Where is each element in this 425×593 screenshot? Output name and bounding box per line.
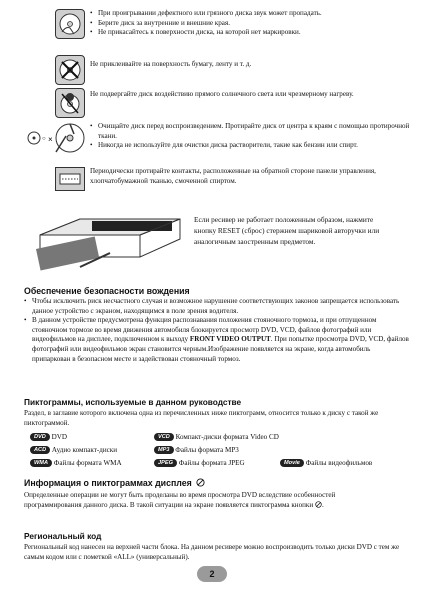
reset-text: Если ресивер не работает положенным образом, нажмите кнопку RESET (сброс) стержнем шариковой авторучки или аналогичным заостренным предметом. <box>194 215 380 246</box>
driving-safety-title: Обеспечение безопасности вождения <box>24 286 190 296</box>
jpeg-badge: JPEG <box>154 459 177 467</box>
page-number: 2 <box>197 566 227 582</box>
driving-safety-list <box>24 297 410 364</box>
list-item: • Очищайте диск перед воспроизведением. Протирайте диск от центра к краям с помощью протирочной ткани. <box>90 122 420 141</box>
list-item: • Не прикасайтесь к поверхности диска, на которой нет маркировки. <box>90 28 420 38</box>
contacts-text: Периодически протирайте контакты, расположенные на обратной стороне панели управления, хлопчатобумажной тканью, смоченной спиртом. <box>90 167 376 185</box>
wipe-disc-icon <box>26 118 88 156</box>
disc-caution-list <box>90 9 420 38</box>
prohibited-icon <box>315 501 322 508</box>
cleaning-list <box>90 122 420 151</box>
svg-text:○: ○ <box>42 136 46 142</box>
legend-jpeg: JPEG Файлы формата JPEG <box>154 458 245 468</box>
movie-badge: Movie <box>280 459 304 467</box>
disc-hand-icon <box>55 9 85 39</box>
no-paper-text: Не приклеивайте на поверхность бумагу, ленту и т. д. <box>90 60 252 68</box>
panel-contacts-icon <box>55 167 85 191</box>
legend-movie: Movie Файлы видеофильмов <box>280 458 372 468</box>
display-icons-title: Информация о пиктограммах дисплея <box>24 478 205 488</box>
sun-warning-text: Не подвергайте диск воздействию прямого солнечного света или чрезмерному нагреву. <box>90 90 354 98</box>
no-sun-icon <box>55 88 85 118</box>
legend-acd: ACD Аудио компакт-диски <box>30 445 117 455</box>
display-icons-text: Определенные операции не могут быть проделаны во время просмотра DVD вследствие особенностей программирования данного диска. В такой ситуации на экране появляется пиктограмма кнопки . <box>24 491 336 509</box>
list-item: • При проигрывании дефектного или грязного диска звук может пропадать. <box>90 9 420 19</box>
receiver-reset-icon <box>30 195 190 285</box>
svg-text:×: × <box>48 135 53 144</box>
region-code-title: Региональный код <box>24 531 102 541</box>
wma-badge: WMA <box>30 459 52 467</box>
region-code-text: Региональный код нанесен на верхней части блока. На данном ресивере можно воспроизводить только диски DVD с тем же самым кодом или с пометкой «ALL» (универсальный). <box>24 543 400 561</box>
mp3-badge: MP3 <box>154 446 174 454</box>
prohibited-icon <box>196 478 205 487</box>
front-video-output-label: FRONT VIDEO OUTPUT <box>189 335 271 344</box>
legend-wma: WMA Файлы формата WMA <box>30 458 122 468</box>
legend-mp3: MP3 Файлы формата MP3 <box>154 445 239 455</box>
list-item: • Никогда не используйте для очистки диска растворители, такие как бензин или спирт. <box>90 141 420 151</box>
legend-dvd: DVD DVD <box>30 432 67 442</box>
legend-vcd: VCD Компакт-диски формата Video CD <box>154 432 279 442</box>
vcd-badge: VCD <box>154 433 174 441</box>
acd-badge: ACD <box>30 446 50 454</box>
icons-section-title: Пиктограммы, используемые в данном руководстве <box>24 397 242 407</box>
list-item: • Чтобы исключить риск несчастного случая и возможное нарушение соответствующих законов запрещается использовать данное устройство с экраном, находящимся в поле зрения водителя. <box>24 297 410 316</box>
list-item: • В данном устройстве предусмотрена функция распознавания положения стояночного тормоза, и при отпущенном стояночном тормозе во время движения автомобиля блокируется просмотр DVD, VCD, файлов фотографий или видеофильмов на дисплее, подключенном к выходу FRONT VIDEO OUTPUT. При попытке просмотра DVD, VCD, файлов фотографий или видеофильмов экран становится черным.Изображение появляется на экране, когда автомобиль припаркован в безопасном месте и задействован стояночный тормоз. <box>24 316 410 364</box>
no-tape-icon <box>55 55 85 85</box>
dvd-badge: DVD <box>30 433 50 441</box>
icons-intro-text: Раздел, в заглавие которого включена одна из перечисленных ниже пиктограмм, относится только к диску с такой же пиктограммой. <box>24 409 379 427</box>
list-item: • Берите диск за внутренние и внешние края. <box>90 19 420 29</box>
